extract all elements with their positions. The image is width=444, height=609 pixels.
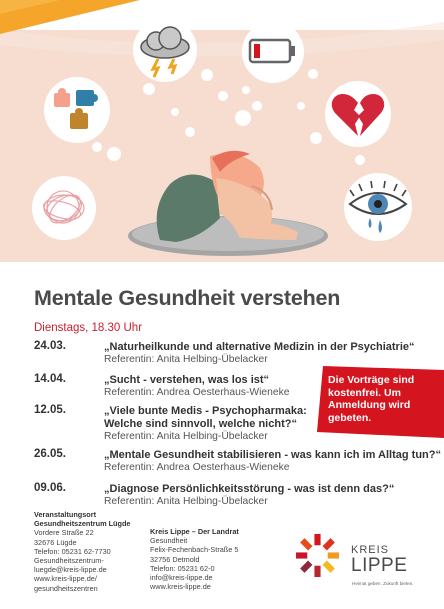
venue-line: Vordere Straße 22 (34, 528, 94, 538)
event-speaker: Referentin: Andrea Oesterhaus-Wieneke (104, 387, 290, 398)
venue-line: 32676 Lügde (34, 537, 77, 547)
logo-slogan: Heimat geben. Zukunft bieten. (352, 581, 414, 586)
venue-line: Gesundheitszentrum- (34, 556, 104, 566)
venue-line: gesundheitszentren (34, 583, 98, 593)
event-date: 12.05. (34, 404, 66, 416)
tangled-scribble-icon (27, 175, 101, 241)
crying-eye-icon (340, 172, 416, 242)
organizer-line: Felix-Fechenbach-Straße 5 (150, 545, 239, 555)
event-title: „Naturheilkunde und alternative Medizin in der Psychiatrie“ (104, 341, 415, 353)
event-speaker: Referentin: Andrea Oesterhaus-Wieneke (104, 462, 290, 473)
kreis-lippe-logo-icon (295, 533, 340, 578)
venue-line: luegde@kreis-lippe.de (34, 565, 107, 575)
event-speaker: Referentin: Anita Helbing-Übelacker (104, 496, 268, 507)
event-date: 26.05. (34, 448, 66, 460)
event-date: 14.04. (34, 373, 66, 385)
organizer-name: Kreis Lippe – Der Landrat (150, 527, 239, 536)
storm-cloud-icon (126, 17, 204, 83)
broken-heart-icon (322, 80, 394, 148)
organizer-line: Telefon: 05231 62-0 (150, 563, 215, 573)
organizer-line: www.kreis-lippe.de (150, 582, 211, 592)
venue-line: Telefon: 05231 62-7730 (34, 546, 111, 556)
event-speaker: Referentin: Anita Helbing-Übelacker (104, 431, 268, 442)
page-title: Mentale Gesundheit verstehen (34, 286, 341, 310)
event-title: „Diagnose Persönlichkeitsstörung - was ist denn das?“ (104, 483, 395, 495)
organizer-block (150, 527, 239, 591)
venue-label: Veranstaltungsort (34, 510, 97, 519)
venue-name: Gesundheitszentrum Lügde (34, 519, 131, 529)
corner-accent (0, 0, 140, 34)
schedule-time: Dienstags, 18.30 Uhr (34, 322, 143, 334)
venue-line: www.kreis-lippe.de/ (34, 574, 97, 584)
event-title-line2: Welche sind sinnvoll, welche nicht?“ (104, 418, 297, 430)
event-date: 24.03. (34, 340, 66, 352)
organizer-line: 32756 Detmold (150, 554, 200, 564)
event-title: „Sucht - verstehen, was los ist“ (104, 374, 270, 386)
organizer-line: Gesundheit (150, 536, 188, 546)
logo-word-lippe: LIPPE (351, 555, 408, 576)
person-illustration (120, 148, 330, 258)
notice-text: Die Vorträge sind kostenfrei. Um Anmeldung wird gebeten. (328, 374, 415, 424)
organizer-line: info@kreis-lippe.de (150, 573, 213, 583)
event-title: „Mentale Gesundheit stabilisieren - was kann ich im Alltag tun?“ (104, 449, 441, 461)
venue-block (34, 510, 131, 593)
logo-word-kreis: KREIS (351, 544, 390, 556)
event-date: 09.06. (34, 482, 66, 494)
event-speaker: Referentin: Anita Helbing-Übelacker (104, 354, 268, 365)
puzzle-icon (40, 76, 114, 144)
low-battery-icon (236, 20, 310, 84)
event-title: „Viele bunte Medis - Psychopharmaka: (104, 405, 307, 417)
